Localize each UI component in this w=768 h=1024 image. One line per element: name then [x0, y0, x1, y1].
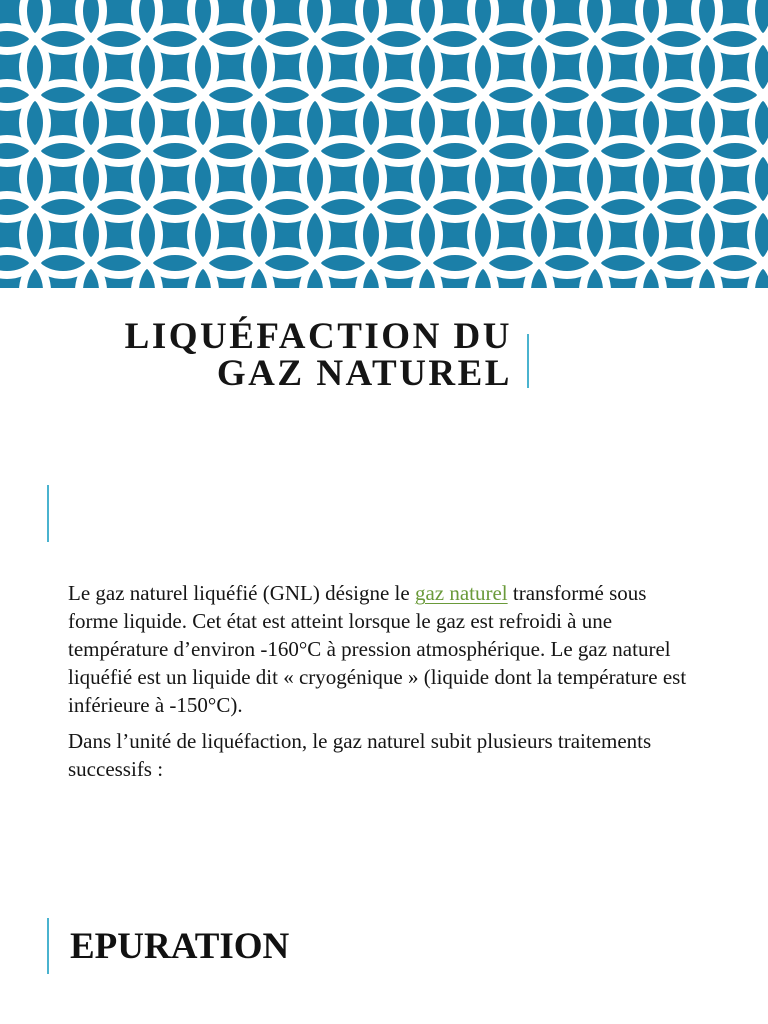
slide-title	[60, 318, 512, 392]
intro-text	[68, 579, 688, 791]
intro-p1-start: Le gaz naturel liquéfié (GNL) désigne le	[68, 581, 415, 605]
intro-paragraph-2: Dans l’unité de liquéfaction, le gaz naturel subit plusieurs traitements successifs :	[68, 729, 652, 781]
title-accent-bar	[527, 334, 529, 388]
section-accent-bar	[47, 485, 49, 542]
title-line-2: GAZ NATUREL	[216, 353, 512, 394]
decorative-pattern-banner	[0, 0, 768, 288]
gaz-naturel-link[interactable]: gaz naturel	[414, 581, 508, 605]
interlocking-rings-pattern	[0, 0, 768, 288]
intro-paragraph-1	[68, 579, 688, 719]
epuration-accent-bar	[47, 918, 49, 974]
epuration-heading: EPURATION	[70, 926, 290, 967]
title-line-1: LIQUÉFACTION DU	[124, 316, 512, 357]
intro-p1-end: transformé sous forme liquide. Cet état est atteint lorsque le gaz est refroidi à une température d’environ -160°C à pression atmosphérique. Le gaz naturel liquéfié est un liquide dit « cryogénique » (liquide dont la température est inférieure à -150°C).	[68, 581, 687, 717]
